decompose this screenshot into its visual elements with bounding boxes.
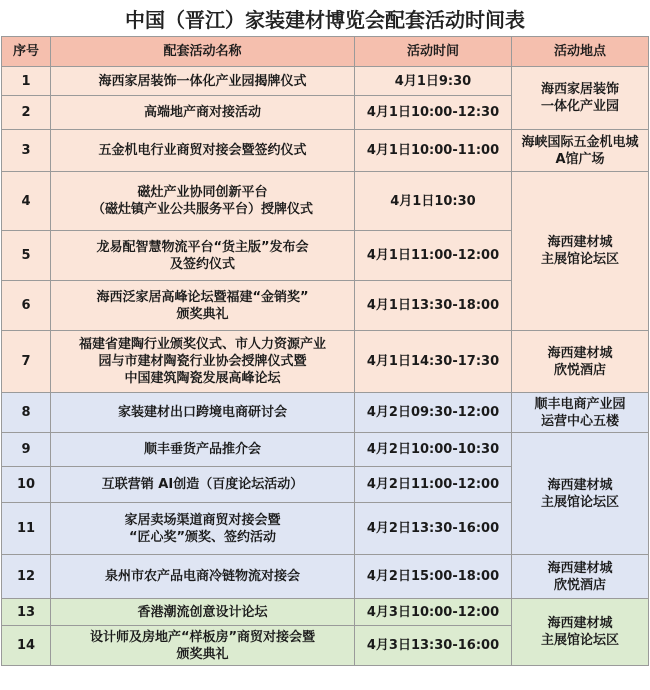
- row-activity: 磁灶产业协同创新平台 （磁灶镇产业公共服务平台）授牌仪式: [51, 172, 355, 231]
- row-time: 4月1日11:00-12:00: [355, 231, 512, 281]
- table-row: [2, 130, 649, 172]
- row-no: 5: [2, 231, 51, 281]
- row-no: 8: [2, 393, 51, 433]
- table-row: [2, 331, 649, 393]
- row-no: 7: [2, 331, 51, 393]
- row-time: 4月1日10:00-11:00: [355, 130, 512, 172]
- row-no: 1: [2, 67, 51, 96]
- row-no: 12: [2, 555, 51, 599]
- table-row: [2, 67, 649, 96]
- table-header-row: [2, 37, 649, 67]
- table-row: [2, 555, 649, 599]
- row-no: 10: [2, 467, 51, 503]
- row-place: 海西建材城 欣悦酒店: [512, 555, 649, 599]
- row-activity: 高端地产商对接活动: [51, 96, 355, 130]
- row-no: 4: [2, 172, 51, 231]
- row-activity: 五金机电行业商贸对接会暨签约仪式: [51, 130, 355, 172]
- row-time: 4月1日10:30: [355, 172, 512, 231]
- row-time: 4月1日9:30: [355, 67, 512, 96]
- row-no: 2: [2, 96, 51, 130]
- row-activity: 福建省建陶行业颁奖仪式、市人力资源产业 园与市建材陶瓷行业协会授牌仪式暨 中国建筑陶瓷发展高峰论坛: [51, 331, 355, 393]
- row-time: 4月2日09:30-12:00: [355, 393, 512, 433]
- row-time: 4月1日13:30-18:00: [355, 281, 512, 331]
- table-row: [2, 599, 649, 626]
- row-activity: 泉州市农产品电商冷链物流对接会: [51, 555, 355, 599]
- header-place: 活动地点: [512, 37, 649, 67]
- row-activity: 互联营销 AI创造（百度论坛活动）: [51, 467, 355, 503]
- row-place: 海峡国际五金机电城 A馆广场: [512, 130, 649, 172]
- row-place: 海西建材城 主展馆论坛区: [512, 172, 649, 331]
- header-time: 活动时间: [355, 37, 512, 67]
- table-row: [2, 172, 649, 231]
- header-name: 配套活动名称: [51, 37, 355, 67]
- schedule-table: [1, 36, 649, 666]
- row-place: 海西建材城 欣悦酒店: [512, 331, 649, 393]
- row-activity: 海西家居装饰一体化产业园揭牌仪式: [51, 67, 355, 96]
- row-time: 4月2日15:00-18:00: [355, 555, 512, 599]
- row-time: 4月1日14:30-17:30: [355, 331, 512, 393]
- row-no: 11: [2, 503, 51, 555]
- row-no: 13: [2, 599, 51, 626]
- row-no: 6: [2, 281, 51, 331]
- row-time: 4月2日13:30-16:00: [355, 503, 512, 555]
- table-row: [2, 433, 649, 467]
- row-time: 4月1日10:00-12:30: [355, 96, 512, 130]
- row-activity: 海西泛家居高峰论坛暨福建“金销奖” 颁奖典礼: [51, 281, 355, 331]
- row-place: 海西建材城 主展馆论坛区: [512, 599, 649, 666]
- row-time: 4月2日11:00-12:00: [355, 467, 512, 503]
- row-time: 4月3日13:30-16:00: [355, 626, 512, 666]
- row-activity: 家装建材出口跨境电商研讨会: [51, 393, 355, 433]
- page-title: 中国（晋江）家装建材博览会配套活动时间表: [125, 7, 525, 32]
- row-activity: 家居卖场渠道商贸对接会暨 “匠心奖”颁奖、签约活动: [51, 503, 355, 555]
- row-no: 9: [2, 433, 51, 467]
- row-activity: 龙易配智慧物流平台“货主版”发布会 及签约仪式: [51, 231, 355, 281]
- row-time: 4月2日10:00-10:30: [355, 433, 512, 467]
- row-no: 3: [2, 130, 51, 172]
- row-place: 顺丰电商产业园 运营中心五楼: [512, 393, 649, 433]
- row-activity: 设计师及房地产“样板房”商贸对接会暨 颁奖典礼: [51, 626, 355, 666]
- table-row: [2, 393, 649, 433]
- row-activity: 香港潮流创意设计论坛: [51, 599, 355, 626]
- row-place: 海西家居装饰 一体化产业园: [512, 67, 649, 130]
- row-time: 4月3日10:00-12:00: [355, 599, 512, 626]
- header-no: 序号: [2, 37, 51, 67]
- row-place: 海西建材城 主展馆论坛区: [512, 433, 649, 555]
- row-activity: 顺丰垂货产品推介会: [51, 433, 355, 467]
- row-no: 14: [2, 626, 51, 666]
